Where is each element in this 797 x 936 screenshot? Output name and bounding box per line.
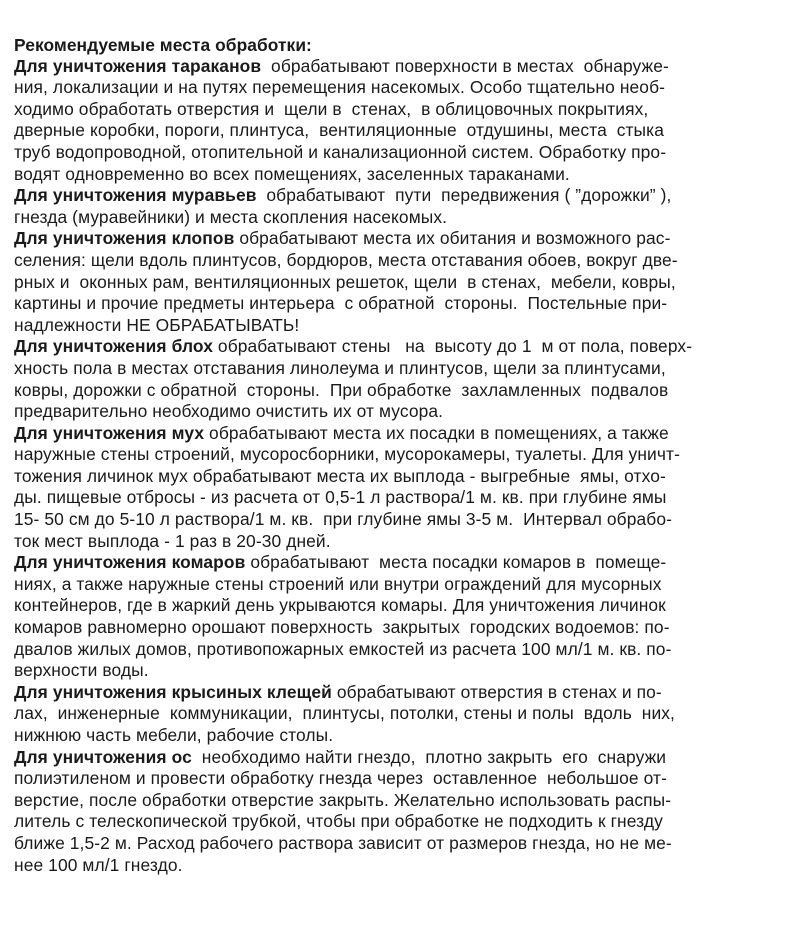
text-line xyxy=(14,487,783,509)
text-line xyxy=(14,401,783,423)
text-line xyxy=(14,380,783,402)
text-line xyxy=(14,142,783,164)
section-text: дверные коробки, пороги, плинтуса, вентиляционные отдушины, места стыка xyxy=(14,120,665,141)
text-line xyxy=(14,747,783,769)
section-text: необходимо найти гнездо, плотно закрыть его снаружи xyxy=(191,746,667,767)
section-lead: Для уничтожения блох xyxy=(14,336,213,357)
text-line xyxy=(14,293,783,315)
section-text: контейнеров, где в жаркий день укрываются комары. Для уничтожения личинок xyxy=(14,595,666,616)
section-text: ближе 1,5-2 м. Расход рабочего раствора зависит от размеров гнезда, но не ме- xyxy=(14,832,672,853)
text-line xyxy=(14,617,783,639)
text-line xyxy=(14,120,783,142)
section-text: обрабатывают места посадки комаров в помеще- xyxy=(245,552,667,573)
section-lead: Для уничтожения тараканов xyxy=(14,55,262,76)
section-text: обрабатывают места их обитания и возможного рас- xyxy=(234,228,671,249)
section-text: нее 100 мл/1 гнездо. xyxy=(14,854,183,875)
section-text: лах, инженерные коммуникации, плинтусы, потолки, стены и полы вдоль них, xyxy=(14,703,675,724)
text-line xyxy=(14,315,783,337)
section-text: ковры, дорожки с обратной стороны. При обработке захламленных подвалов xyxy=(14,379,669,400)
section-text: полиэтиленом и провести обработку гнезда через оставленное небольшое от- xyxy=(14,768,667,789)
text-line xyxy=(14,833,783,855)
text-line xyxy=(14,660,783,682)
section-text: обрабатывают отверстия в стенах и по- xyxy=(331,681,662,702)
section-text: ходимо обработать отверстия и щели в стенах, в облицовочных покрытиях, xyxy=(14,98,649,119)
treatment-section xyxy=(14,552,783,682)
text-line xyxy=(14,99,783,121)
section-text: ды. пищевые отбросы - из расчета от 0,5-1 л раствора/1 м. кв. при глубине ямы xyxy=(14,487,667,508)
section-text: обрабатывают стены на высоту до 1 м от пола, поверх- xyxy=(213,336,693,357)
text-line xyxy=(14,790,783,812)
text-line xyxy=(14,228,783,250)
text-line xyxy=(14,639,783,661)
section-text: верхности воды. xyxy=(14,660,149,681)
section-text: верстие, после обработки отверстие закрыть. Желательно использовать распы- xyxy=(14,789,672,810)
section-lead: Для уничтожения мух xyxy=(14,422,205,443)
text-line xyxy=(14,358,783,380)
text-line xyxy=(14,509,783,531)
section-text: ния, локализации и на путях перемещения насекомых. Особо тщательно необ- xyxy=(14,77,666,98)
section-text: гнезда (муравейники) и места скопления насекомых. xyxy=(14,206,448,227)
section-text: ниях, а также наружные стены строений или внутри ограждений для мусорных xyxy=(14,573,662,594)
text-line xyxy=(14,77,783,99)
section-text: ток мест выплода - 1 раз в 20-30 дней. xyxy=(14,530,331,551)
text-line xyxy=(14,595,783,617)
section-text: обрабатывают пути передвижения ( ”дорожки” ), xyxy=(256,185,672,206)
text-line xyxy=(14,811,783,833)
treatment-section xyxy=(14,682,783,747)
treatment-sections xyxy=(14,56,783,877)
treatment-section xyxy=(14,747,783,877)
section-text: двалов жилых домов, противопожарных емкостей из расчета 100 мл/1 м. кв. по- xyxy=(14,638,672,659)
text-line xyxy=(14,574,783,596)
treatment-section xyxy=(14,336,783,422)
text-line xyxy=(14,207,783,229)
treatment-section xyxy=(14,423,783,553)
text-line xyxy=(14,855,783,877)
section-text: хность пола в местах отставания линолеума и плинтусов, щели за плинтусами, xyxy=(14,357,666,378)
text-line xyxy=(14,185,783,207)
text-line xyxy=(14,703,783,725)
text-line xyxy=(14,682,783,704)
section-text: наружные стены строений, мусоросборники, мусорокамеры, туалеты. Для уничт- xyxy=(14,444,680,465)
treatment-section xyxy=(14,56,783,186)
section-lead: Для уничтожения ос xyxy=(14,746,192,767)
section-text: селения: щели вдоль плинтусов, бордюров, места отставания обоев, вокруг две- xyxy=(14,249,678,270)
text-line xyxy=(14,250,783,272)
page-title: Рекомендуемые места обработки: xyxy=(14,35,312,55)
treatment-section xyxy=(14,185,783,228)
section-text: литель с телескопической трубкой, чтобы при обработке не подходить к гнезду xyxy=(14,811,663,832)
text-line xyxy=(14,444,783,466)
section-text: обрабатывают поверхности в местах обнаруже- xyxy=(261,55,669,76)
section-text: 15- 50 см до 5-10 л раствора/1 м. кв. при глубине ямы 3-5 м. Интервал обрабо- xyxy=(14,509,673,530)
section-text: рных и оконных рам, вентиляционных решеток, щели в стенах, мебели, ковры, xyxy=(14,271,676,292)
section-text: обрабатывают места их посадки в помещениях, а также xyxy=(204,422,669,443)
text-line xyxy=(14,56,783,78)
text-line xyxy=(14,466,783,488)
text-line xyxy=(14,336,783,358)
section-lead: Для уничтожения комаров xyxy=(14,552,246,573)
section-text: тожения личинок мух обрабатывают места их выплода - выгребные ямы, отхо- xyxy=(14,465,666,486)
section-text: надлежности НЕ ОБРАБАТЫВАТЬ! xyxy=(14,314,300,335)
section-text: предварительно необходимо очистить их от мусора. xyxy=(14,401,444,422)
text-line xyxy=(14,272,783,294)
section-text: картины и прочие предметы интерьера с обратной стороны. Постельные при- xyxy=(14,293,668,314)
text-line xyxy=(14,725,783,747)
section-lead: Для уничтожения крысиных клещей xyxy=(14,681,332,702)
section-text: труб водопроводной, отопительной и канализационной систем. Обработку про- xyxy=(14,141,667,162)
section-lead: Для уничтожения клопов xyxy=(14,228,235,249)
section-text: комаров равномерно орошают поверхность закрытых городских водоемов: по- xyxy=(14,617,670,638)
text-line xyxy=(14,164,783,186)
section-text: нижнюю часть мебели, рабочие столы. xyxy=(14,725,334,745)
text-line xyxy=(14,768,783,790)
text-line xyxy=(14,531,783,553)
text-line xyxy=(14,552,783,574)
treatment-section xyxy=(14,228,783,336)
section-lead: Для уничтожения муравьев xyxy=(14,185,257,206)
section-text: водят одновременно во всех помещениях, заселенных тараканами. xyxy=(14,163,570,184)
text-line xyxy=(14,423,783,445)
